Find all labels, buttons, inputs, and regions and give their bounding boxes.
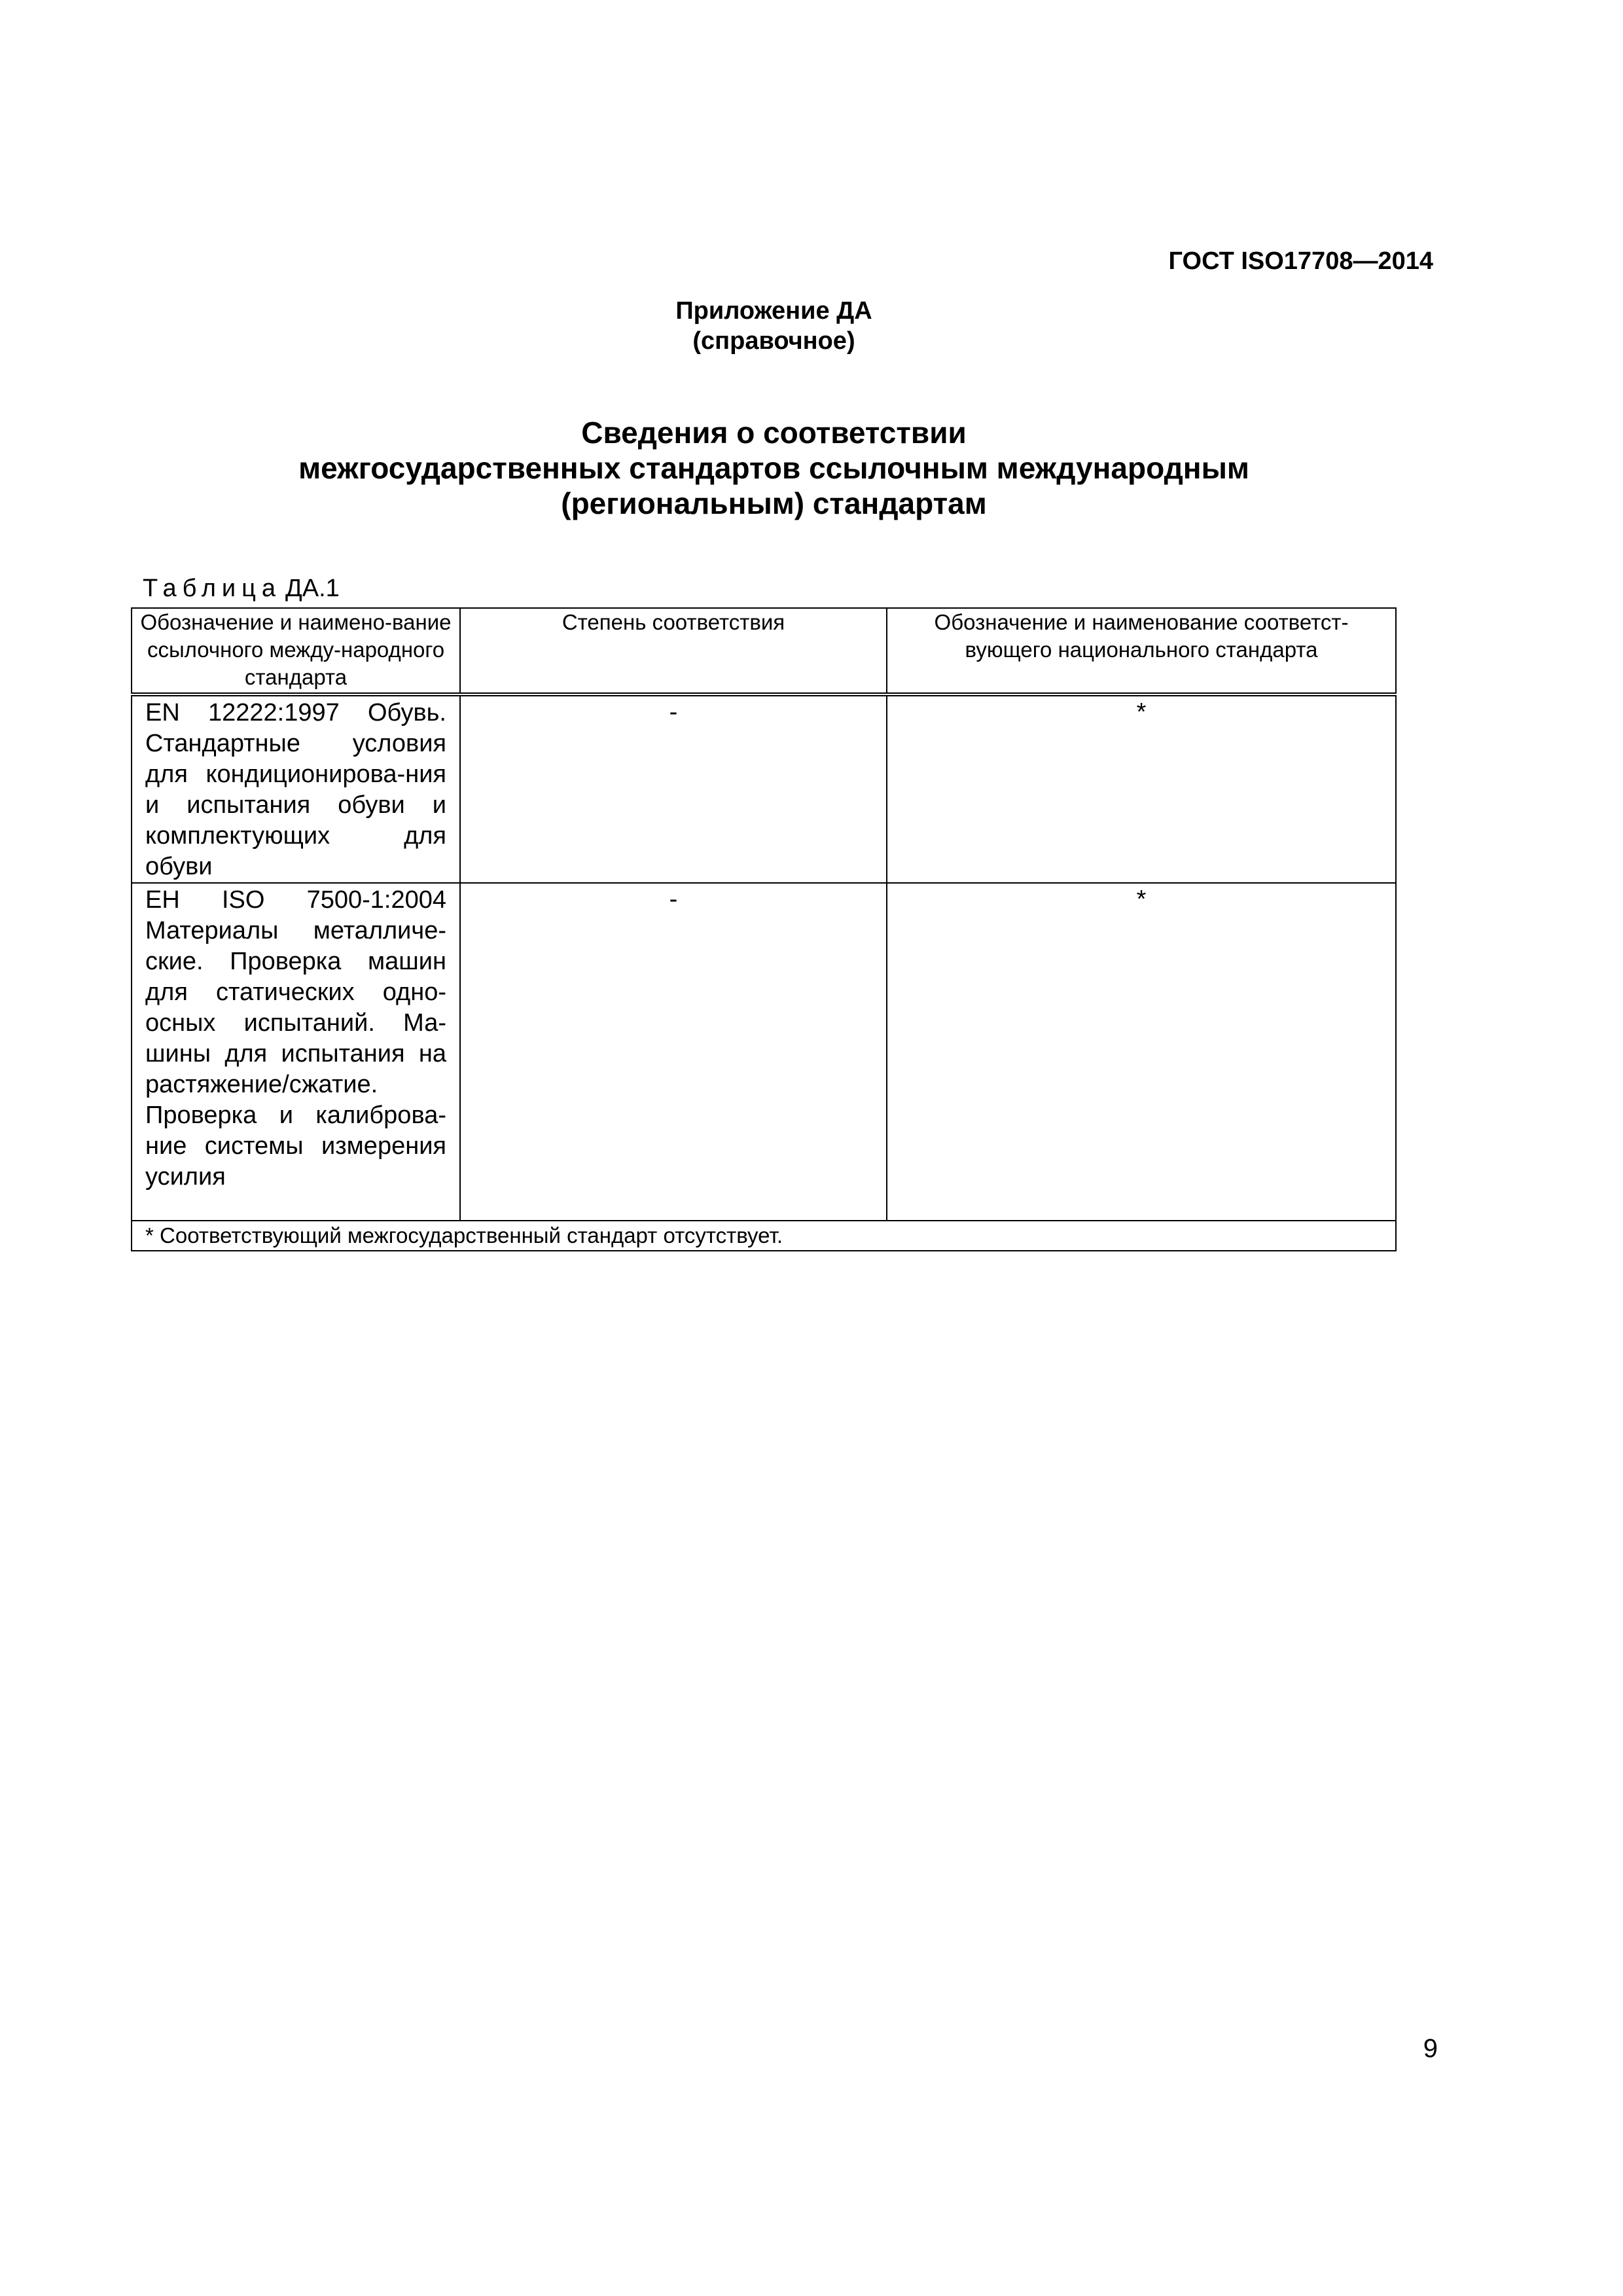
section-title-line-2: межгосударственных стандартов ссылочным международным (298, 451, 1249, 485)
appendix-heading (0, 296, 1548, 356)
appendix-subtitle: (справочное) (692, 327, 855, 355)
section-title (0, 415, 1548, 521)
table-caption-prefix: Таблица (143, 575, 281, 602)
appendix-title: Приложение ДА (675, 297, 872, 325)
reference-standard-cell: EH ISO 7500-1:2004 Материалы металличе-ские. Проверка машин для статических одно-осных испытаний. Ма-шины для испытания на растяжение/сжатие. Проверка и калиброва-ние системы измерения усилия (132, 883, 460, 1221)
standards-table (131, 607, 1397, 1251)
column-header-reference: Обозначение и наимено-вание ссылочного между-народного стандарта (132, 608, 460, 694)
document-code: ГОСТ ISO17708—2014 (1168, 247, 1433, 275)
table-header-row (132, 608, 1396, 694)
table-row (132, 883, 1396, 1221)
national-standard-cell: * (887, 694, 1396, 883)
reference-standard-cell: EN 12222:1997 Обувь. Стандартные условия для кондиционирова-ния и испытания обуви и комплектующих для обуви (132, 694, 460, 883)
table-caption-id: ДА.1 (285, 575, 340, 602)
table-footnote: * Соответствующий межгосударственный стандарт отсутствует. (132, 1221, 1396, 1251)
table-footnote-row (132, 1221, 1396, 1251)
table-row (132, 694, 1396, 883)
column-header-degree: Степень соответствия (460, 608, 887, 694)
degree-cell: - (460, 694, 887, 883)
column-header-national: Обозначение и наименование соответст-вующего национального стандарта (887, 608, 1396, 694)
table-caption (143, 575, 340, 603)
section-title-line-3: (региональным) стандартам (561, 486, 987, 520)
page-number: 9 (1423, 2034, 1438, 2063)
degree-cell: - (460, 883, 887, 1221)
section-title-line-1: Сведения о соответствии (581, 416, 967, 450)
national-standard-cell: * (887, 883, 1396, 1221)
